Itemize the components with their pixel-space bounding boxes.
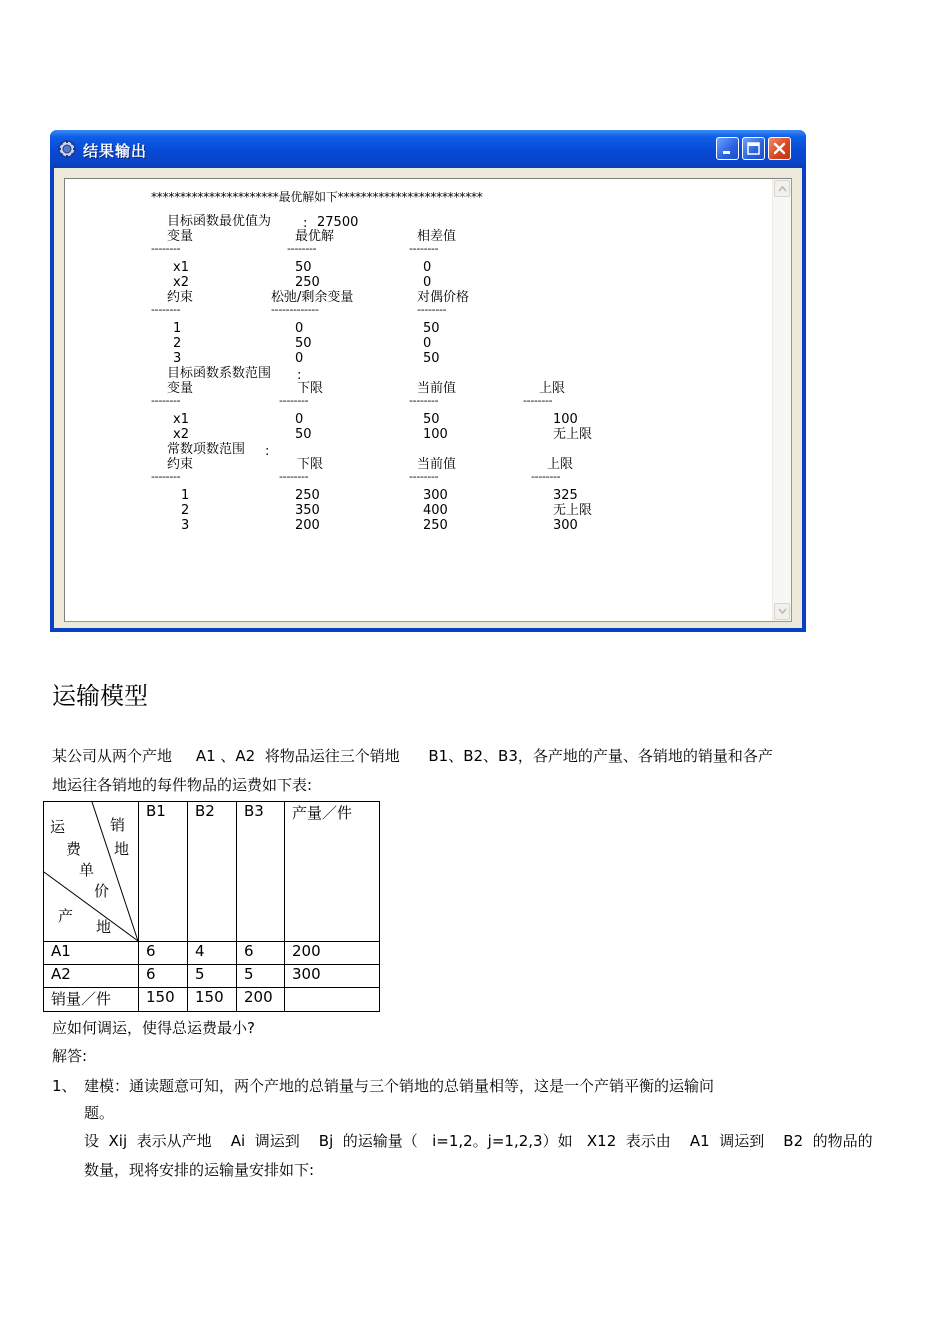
- obj-range-label: 目标函数系数范围: [167, 366, 272, 381]
- obj-range-cell: 50: [295, 427, 312, 442]
- scroll-up-button[interactable]: [774, 180, 790, 197]
- divider: --------: [151, 303, 181, 316]
- arrow-down-icon: [778, 608, 787, 615]
- result-output-window: [50, 130, 806, 632]
- corner-label: 地: [114, 840, 130, 858]
- table-cell: 200: [285, 942, 380, 965]
- con-header: 对偶价格: [417, 290, 470, 305]
- transport-cost-table: [43, 801, 380, 1012]
- table-cell: 4: [188, 942, 237, 965]
- obj-range-cell: 100: [553, 412, 578, 427]
- window-title: 结果输出: [83, 142, 148, 160]
- table-header-row: [44, 802, 380, 942]
- var-cell: x1: [173, 260, 189, 275]
- table-cell: 6: [139, 942, 188, 965]
- col-header: 产量／件: [285, 802, 380, 942]
- rhs-range-label: 常数项数范围: [167, 442, 246, 457]
- corner-label: 单: [79, 861, 95, 879]
- table-cell: 150: [139, 988, 188, 1012]
- rhs-range-cell: 300: [553, 518, 578, 533]
- minimize-icon: [720, 141, 735, 156]
- maximize-icon: [746, 141, 761, 156]
- con-cell: 0: [295, 321, 304, 336]
- divider: --------: [279, 394, 309, 407]
- divider: --------: [151, 394, 181, 407]
- table-row: [44, 988, 380, 1012]
- con-cell: 0: [295, 351, 304, 366]
- table-cell: 300: [285, 965, 380, 988]
- obj-range-cell: 100: [423, 427, 448, 442]
- objective-sep: :: [303, 216, 308, 231]
- rhs-range-header: 当前值: [417, 457, 457, 472]
- table-cell: [285, 988, 380, 1012]
- corner-label: 产: [58, 907, 74, 925]
- divider: --------: [151, 242, 181, 255]
- corner-label: 地: [96, 918, 112, 936]
- divider: --------: [531, 470, 561, 483]
- rhs-range-cell: 400: [423, 503, 448, 518]
- title-bar[interactable]: [50, 130, 806, 168]
- divider: --------: [151, 470, 181, 483]
- rhs-range-header: 约束: [167, 457, 194, 472]
- step-text: 设 Xij 表示从产地 Ai 调运到 Bj 的运输量（ i=1,2。j=1,2,3）如 X12 表示由 A1 调运到 B2 的物品的: [84, 1132, 873, 1150]
- col-header: B2: [188, 802, 237, 942]
- step-number: 1、: [52, 1077, 77, 1095]
- rhs-range-cell: 325: [553, 488, 578, 503]
- corner-label: 费: [66, 840, 82, 858]
- table-cell: 5: [237, 965, 285, 988]
- divider: --------: [279, 470, 309, 483]
- var-cell: 0: [423, 275, 432, 290]
- table-row: [44, 965, 380, 988]
- objective-value: 27500: [317, 215, 359, 230]
- minimize-button[interactable]: [716, 137, 739, 160]
- table-cell: 5: [188, 965, 237, 988]
- table-cell: 150: [188, 988, 237, 1012]
- con-header: 松弛/剩余变量: [271, 290, 354, 305]
- vertical-scrollbar[interactable]: [772, 179, 791, 621]
- table-row: [44, 942, 380, 965]
- con-cell: 0: [423, 336, 432, 351]
- corner-label: 运: [50, 818, 66, 836]
- corner-label: 销: [110, 816, 126, 834]
- table-cell: 6: [237, 942, 285, 965]
- table-cell: A1: [44, 942, 139, 965]
- rhs-range-cell: 无上限: [553, 503, 593, 518]
- divider: --------: [409, 242, 439, 255]
- scroll-down-button[interactable]: [774, 603, 790, 620]
- rhs-range-cell: 200: [295, 518, 320, 533]
- question-text: 应如何调运，使得总运费最小?: [52, 1019, 255, 1037]
- con-cell: 50: [423, 321, 440, 336]
- table-cell: 6: [139, 965, 188, 988]
- divider: --------: [409, 470, 439, 483]
- divider: --------: [287, 242, 317, 255]
- con-cell: 3: [173, 351, 182, 366]
- col-header: B1: [139, 802, 188, 942]
- rhs-range-cell: 1: [181, 488, 190, 503]
- con-header: 约束: [167, 290, 194, 305]
- con-cell: 2: [173, 336, 182, 351]
- var-header: 相差值: [417, 229, 457, 244]
- result-text-area[interactable]: [64, 178, 792, 622]
- divider: --------: [523, 394, 553, 407]
- obj-range-cell: x1: [173, 412, 189, 427]
- con-cell: 1: [173, 321, 182, 336]
- rhs-range-cell: 250: [295, 488, 320, 503]
- app-gear-icon: [57, 139, 77, 159]
- var-cell: x2: [173, 275, 189, 290]
- close-button[interactable]: [768, 137, 791, 160]
- var-cell: 0: [423, 260, 432, 275]
- maximize-button[interactable]: [742, 137, 765, 160]
- obj-range-sep: :: [297, 368, 302, 383]
- divider: -------------: [271, 303, 319, 316]
- objective-label: 目标函数最优值为: [167, 214, 272, 229]
- obj-range-cell: x2: [173, 427, 189, 442]
- rhs-range-cell: 350: [295, 503, 320, 518]
- var-header: 最优解: [295, 229, 335, 244]
- step-text: 建模：通读题意可知，两个产地的总销量与三个销地的总销量相等，这是一个产销平衡的运输问: [84, 1077, 715, 1095]
- col-header: B3: [237, 802, 285, 942]
- corner-label: 价: [94, 882, 110, 900]
- table-cell: A2: [44, 965, 139, 988]
- rhs-range-cell: 2: [181, 503, 190, 518]
- obj-range-header: 变量: [167, 381, 194, 396]
- obj-range-cell: 50: [423, 412, 440, 427]
- obj-range-header: 上限: [539, 381, 566, 396]
- answer-label: 解答:: [52, 1047, 88, 1065]
- con-cell: 50: [423, 351, 440, 366]
- obj-range-cell: 0: [295, 412, 304, 427]
- rhs-range-cell: 3: [181, 518, 190, 533]
- divider: --------: [417, 303, 447, 316]
- obj-range-header: 下限: [297, 381, 324, 396]
- intro-line-2: 地运往各销地的每件物品的运费如下表:: [52, 776, 313, 794]
- arrow-up-icon: [778, 185, 787, 192]
- var-header: 变量: [167, 229, 194, 244]
- table-corner-cell: [44, 802, 139, 942]
- step-text: 题。: [84, 1104, 115, 1122]
- rhs-range-cell: 300: [423, 488, 448, 503]
- close-icon: [772, 141, 787, 156]
- divider: --------: [409, 394, 439, 407]
- obj-range-header: 当前值: [417, 381, 457, 396]
- rhs-range-header: 下限: [297, 457, 324, 472]
- step-text: 数量，现将安排的运输量安排如下:: [84, 1161, 315, 1179]
- result-banner: **********************最优解如下*************************: [151, 190, 483, 204]
- rhs-range-header: 上限: [547, 457, 574, 472]
- var-cell: 50: [295, 260, 312, 275]
- var-cell: 250: [295, 275, 320, 290]
- intro-line-1: 某公司从两个产地 A1 、A2 将物品运往三个销地 B1、B2、B3，各产地的产量、各销地的销量和各产: [52, 747, 773, 765]
- obj-range-cell: 无上限: [553, 427, 593, 442]
- rhs-range-cell: 250: [423, 518, 448, 533]
- table-cell: 销量／件: [44, 988, 139, 1012]
- window-client-area: [54, 168, 802, 628]
- rhs-range-sep: :: [265, 444, 270, 459]
- section-heading: 运输模型: [52, 682, 148, 710]
- con-cell: 50: [295, 336, 312, 351]
- table-cell: 200: [237, 988, 285, 1012]
